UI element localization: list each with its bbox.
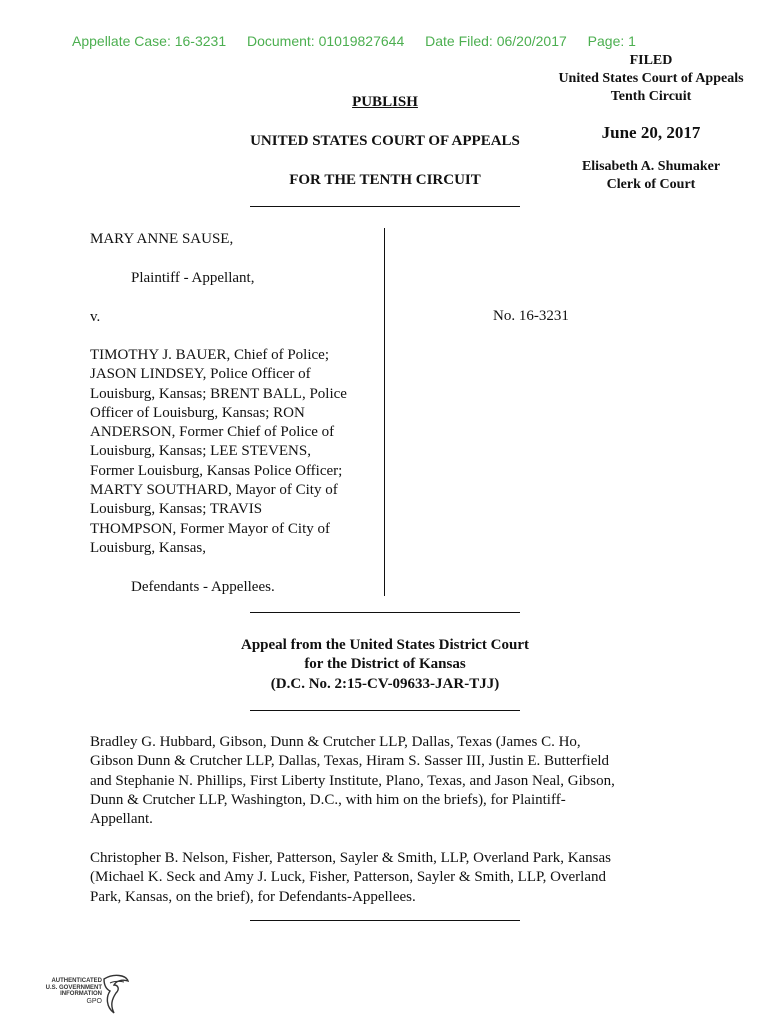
- gpo-line4: GPO: [86, 997, 102, 1005]
- page-number-header: Page: 1: [587, 33, 636, 49]
- case-number: No. 16-3231: [493, 308, 569, 324]
- plaintiff-role: Plaintiff - Appellant,: [131, 270, 255, 286]
- defendant-line: TIMOTHY J. BAUER, Chief of Police;: [90, 347, 330, 363]
- counsel-line: Gibson Dunn & Crutcher LLP, Dallas, Texas, Hiram S. Sasser III, Justin E. Butterfield: [90, 753, 610, 770]
- court-name: UNITED STATES COURT OF APPEALS: [250, 133, 520, 149]
- defendant-line: Officer of Louisburg, Kansas; RON: [90, 404, 305, 421]
- defendant-line: Louisburg, Kansas; LEE STEVENS,: [90, 443, 311, 460]
- counsel-line: and Stephanie N. Phillips, First Liberty Institute, Plano, Texas, and Jason Neal, Gibson,: [90, 772, 615, 789]
- counsel-line: Appellant.: [90, 811, 153, 828]
- clerk-title: Clerk of Court: [606, 177, 696, 192]
- clerk-name: Elisabeth A. Shumaker: [581, 159, 721, 174]
- appellant-counsel: [90, 733, 680, 829]
- filed-label: FILED: [629, 53, 673, 68]
- defendant-line: JASON LINDSEY, Police Officer of: [90, 366, 311, 383]
- document-header: [72, 33, 653, 49]
- appeal-line3: (D.C. No. 2:15-CV-09633-JAR-TJJ): [270, 675, 500, 692]
- eagle-icon: [100, 973, 130, 1017]
- defendant-line: Louisburg, Kansas,: [90, 539, 206, 556]
- divider-bottom: [250, 920, 520, 921]
- counsel-line: Dunn & Crutcher LLP, Washington, D.C., with him on the briefs), for Plaintiff-: [90, 791, 566, 808]
- counsel-line: (Michael K. Seck and Amy J. Luck, Fisher, Patterson, Sayler & Smith, LLP, Overland: [90, 869, 606, 886]
- gpo-line3: INFORMATION: [60, 991, 102, 997]
- defendants-role: Defendants - Appellees.: [131, 579, 275, 595]
- filed-stamp: [536, 52, 766, 194]
- appellee-counsel: [90, 849, 680, 907]
- date-filed-header: Date Filed: 06/20/2017: [425, 33, 567, 49]
- defendant-line: THOMPSON, Former Mayor of City of: [90, 520, 330, 537]
- versus: v.: [90, 309, 101, 325]
- publish-label: PUBLISH: [352, 94, 418, 110]
- case-number-header: Appellate Case: 16-3231: [72, 33, 227, 49]
- defendant-line: Louisburg, Kansas; TRAVIS: [90, 501, 263, 518]
- gpo-line1: AUTHENTICATED: [51, 978, 102, 984]
- divider-caption: [250, 612, 520, 613]
- divider-appeal: [250, 710, 520, 711]
- filed-date: June 20, 2017: [601, 123, 701, 142]
- defendant-line: ANDERSON, Former Chief of Police of: [90, 424, 335, 441]
- document-number-header: Document: 01019827644: [247, 33, 405, 49]
- circuit-name: FOR THE TENTH CIRCUIT: [289, 172, 481, 188]
- counsel-line: Bradley G. Hubbard, Gibson, Dunn & Crutcher LLP, Dallas, Texas (James C. Ho,: [90, 734, 581, 750]
- defendant-line: Former Louisburg, Kansas Police Officer;: [90, 462, 343, 479]
- filed-court-line1: United States Court of Appeals: [558, 71, 744, 86]
- appeal-line1: Appeal from the United States District Court: [240, 637, 530, 653]
- plaintiff-name: MARY ANNE SAUSE,: [90, 231, 234, 247]
- defendants-list: [90, 346, 380, 558]
- appeal-block: [230, 636, 540, 694]
- appeal-line2: for the District of Kansas: [304, 656, 466, 673]
- gpo-line2: U.S. GOVERNMENT: [45, 984, 102, 991]
- gpo-authentication-logo: [44, 973, 134, 1017]
- defendant-line: MARTY SOUTHARD, Mayor of City of: [90, 482, 338, 499]
- filed-court-line2: Tenth Circuit: [610, 89, 692, 104]
- counsel-line: Park, Kansas, on the brief), for Defendants-Appellees.: [90, 888, 416, 905]
- divider-top: [250, 206, 520, 207]
- counsel-line: Christopher B. Nelson, Fisher, Patterson, Sayler & Smith, LLP, Overland Park, Kansas: [90, 850, 612, 866]
- caption-divider: [384, 228, 385, 596]
- defendant-line: Louisburg, Kansas; BRENT BALL, Police: [90, 385, 347, 402]
